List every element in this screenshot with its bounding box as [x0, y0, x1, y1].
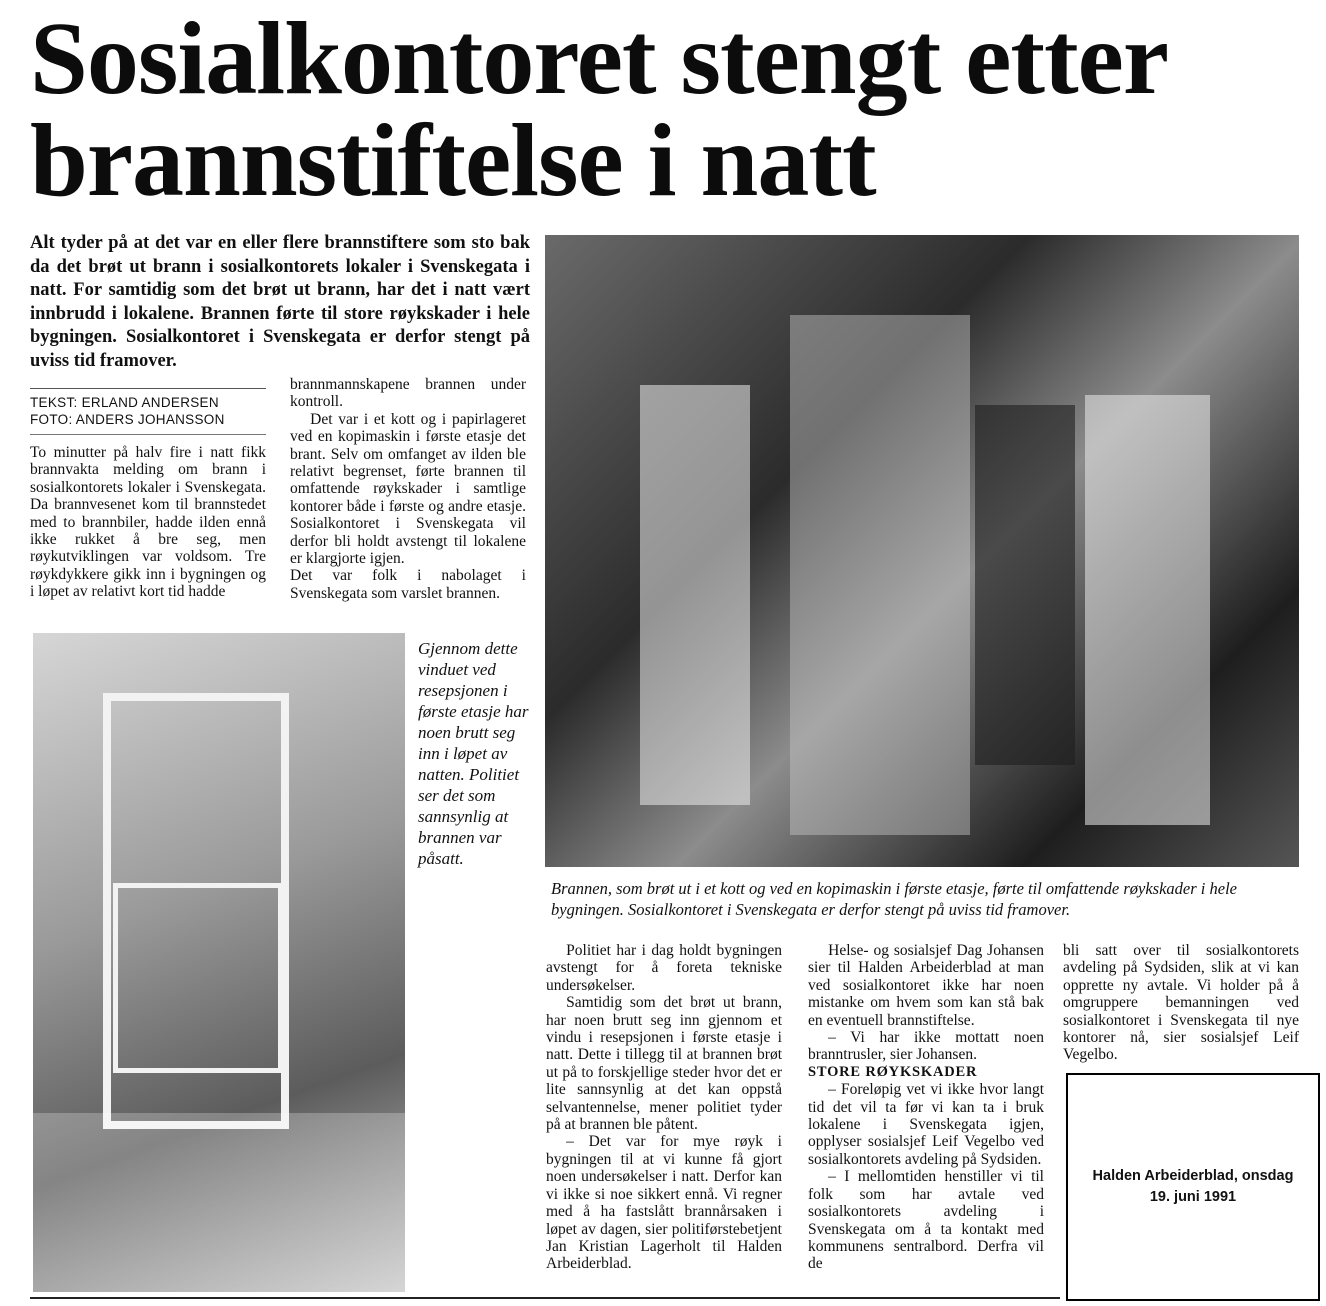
- byline-divider: [30, 434, 266, 435]
- fire-damage-photo: [545, 235, 1299, 867]
- source-note: [1066, 1073, 1320, 1301]
- broken-window-photo: [33, 633, 405, 1292]
- subheading: STORE RØYKSKADER: [808, 1063, 978, 1080]
- bottom-column-1: [546, 942, 782, 1273]
- byline-photographer: FOTO: ANDERS JOHANSSON: [30, 412, 225, 427]
- article-paragraph: Politiet har i dag holdt bygningen avstengt for å foreta tekniske undersøkelser.: [546, 942, 782, 994]
- byline-author: TEKST: ERLAND ANDERSEN: [30, 395, 219, 410]
- headline-line-1: Sosialkontoret stengt etter: [30, 1, 1168, 116]
- article-column-2: [290, 376, 526, 602]
- window-photo-caption: Gjennom dette vinduet ved resepsjonen i første etasje har noen brutt seg inn i løpet av natten. Politiet ser det som sannsynlig at brannen var påsatt.: [418, 639, 529, 868]
- article-paragraph: – Det var for mye røyk i bygningen til at vi kunne få gjort noen undersøkelser i natt. Derfor kan vi ikke si noe sikkert ennå. Vi regner med å ha fastslått brannårsaken i løpet av dagen, sier politiførstebetjent Jan Kristian Lagerholt til Halden Arbeiderblad.: [546, 1133, 782, 1273]
- lead-paragraph: Alt tyder på at det var en eller flere brannstiftere som sto bak da det brøt ut brann i sosialkontorets lokaler i Svenskegata i natt. For samtidig som det brøt ut brann, har det i natt vært innbrudd i lokalene. Brannen førte til store røykskader i hele bygningen. Sosialkontoret i Svenskegata er derfor stengt på uviss tid framover.: [30, 233, 530, 371]
- headline-line-2: brannstiftelse i natt: [30, 103, 876, 218]
- photo-doorway: [975, 405, 1075, 765]
- main-photo-caption: Brannen, som brøt ut i et kott og ved en kopimaskin i første etasje, førte til omfattende røykskader i hele bygningen. Sosialkontoret i Svenskegata er derfor stengt på uviss tid framover.: [551, 879, 1237, 919]
- article-paragraph: Samtidig som det brøt ut brann, har noen brutt seg inn gjennom et vindu i resepsjonen i første etasje i natt. Dette i tillegg til at brannen brøt ut på to forskjellige steder hvor det er lite sannsynlig at det kan oppstå selvantennelse, mener politiet tyder på at brannen ble påtent.: [546, 994, 782, 1134]
- article-paragraph: brannmannskapene brannen under kontroll.: [290, 376, 526, 411]
- photo-window-pane: [113, 883, 283, 1073]
- article-column-1: [30, 444, 266, 601]
- bottom-column-2: [808, 942, 1044, 1273]
- source-note-line-1: Halden Arbeiderblad, onsdag: [1092, 1168, 1294, 1184]
- article-paragraph: bli satt over til sosialkontorets avdeling på Sydsiden, slik at vi kan opprette ny avtale. Vi holder på å omgruppere bemanningen ved sosialkontoret i Svenskegata til nye kontorer nå, sier sosialsjef Leif Vegelbo.: [1063, 942, 1299, 1064]
- byline: [30, 388, 266, 435]
- photo-door-left: [640, 385, 750, 805]
- bottom-column-3: [1063, 942, 1299, 1064]
- photo-wall: [33, 1113, 405, 1292]
- article-paragraph: To minutter på halv fire i natt fikk brannvakta melding om brann i sosialkontorets lokaler i Svenskegata. Da brannvesenet kom til brannstedet med to brannbiler, hadde ilden ennå ikke rukket å bre seg, men røykutviklingen var voldsom. Tre røykdykkere gikk inn i bygningen og i løpet av relativt kort tid hadde: [30, 444, 266, 601]
- bottom-rule: [30, 1297, 1060, 1299]
- photo-door-right: [1085, 395, 1210, 825]
- photo-pillar: [790, 315, 970, 835]
- headline: [30, 1, 1320, 218]
- article-paragraph: – I mellomtiden henstiller vi til folk som har avtale ved sosialkontorets avdeling i Svenskegata om å ta kontakt med kommunens sentralbord. Derfra vil de: [808, 1168, 1044, 1273]
- source-note-line-2: 19. juni 1991: [1149, 1189, 1237, 1205]
- article-paragraph: – Foreløpig vet vi ikke hvor langt tid det vil ta før vi kan ta i bruk lokalene i Svenskegata igjen, opplyser sosialsjef Leif Vegelbo ved sosialkontorets avdeling på Sydsiden.: [808, 1081, 1044, 1168]
- article-paragraph: Det var folk i nabolaget i Svenskegata som varslet brannen.: [290, 567, 526, 602]
- article-paragraph: – Vi har ikke mottatt noen branntrusler, sier Johansen.: [808, 1029, 1044, 1064]
- article-paragraph: Helse- og sosialsjef Dag Johansen sier til Halden Arbeiderblad at man ved sosialkontoret ikke har noen mistanke om hvem som kan stå bak en eventuell brannstiftelse.: [808, 942, 1044, 1029]
- article-paragraph: Det var i et kott og i papirlageret ved en kopimaskin i første etasje det brant. Selv om omfanget av ilden ble relativt begrenset, førte brannen til omfattende røykskader i samtlige kontorer både i første og andre etasje. Sosialkontoret i Svenskegata vil derfor bli holdt avstengt til lokalene er klargjorte igjen.: [290, 410, 526, 568]
